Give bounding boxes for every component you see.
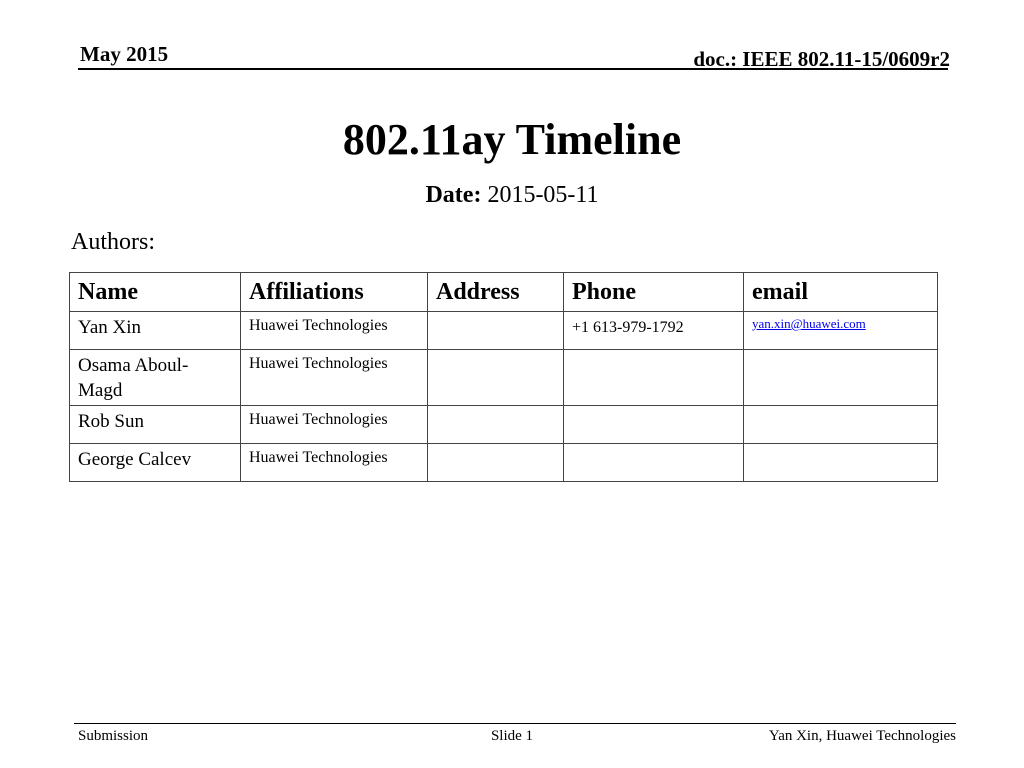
author-affiliation: Huawei Technologies (241, 312, 428, 350)
header-doc-id: doc.: IEEE 802.11-15/0609r2 (693, 47, 950, 71)
footer-submission: Submission (78, 728, 149, 744)
date-label: Date: (425, 182, 482, 208)
author-phone: +1 613-979-1792 (564, 312, 744, 350)
author-affiliation: Huawei Technologies (241, 406, 428, 444)
author-email (744, 350, 938, 406)
column-header-email: email (744, 273, 938, 312)
footer-author: Yan Xin, Huawei Technologies (768, 728, 956, 744)
column-header-address: Address (428, 273, 564, 312)
table-row (70, 312, 938, 350)
author-address (428, 406, 564, 444)
column-header-affiliations: Affiliations (241, 273, 428, 312)
author-address (428, 312, 564, 350)
table-row (70, 444, 938, 482)
author-address (428, 350, 564, 406)
author-phone (564, 444, 744, 482)
author-address (428, 444, 564, 482)
authors-table (69, 272, 938, 482)
author-phone (564, 406, 744, 444)
footer-slide-number: Slide 1 (490, 728, 534, 744)
table-row (70, 406, 938, 444)
date-value: 2015-05-11 (481, 182, 599, 208)
column-header-phone: Phone (564, 273, 744, 312)
author-name: Rob Sun (70, 406, 241, 444)
date-line (0, 180, 1024, 210)
slide-title: 802.11ay Timeline (342, 115, 682, 164)
authors-label: Authors: (71, 229, 155, 255)
author-affiliation: Huawei Technologies (241, 444, 428, 482)
author-affiliation: Huawei Technologies (241, 350, 428, 406)
author-email (744, 406, 938, 444)
header-divider (78, 68, 948, 70)
author-name: Osama Aboul-Magd (70, 350, 241, 406)
author-email (744, 444, 938, 482)
footer-divider (74, 723, 956, 724)
table-header-row (70, 273, 938, 312)
author-phone (564, 350, 744, 406)
column-header-name: Name (70, 273, 241, 312)
author-email-cell (744, 312, 938, 350)
author-email-link[interactable]: yan.xin@huawei.com (752, 316, 866, 331)
table-row (70, 350, 938, 406)
author-name: Yan Xin (70, 312, 241, 350)
header-date: May 2015 (80, 42, 169, 66)
author-name: George Calcev (70, 444, 241, 482)
